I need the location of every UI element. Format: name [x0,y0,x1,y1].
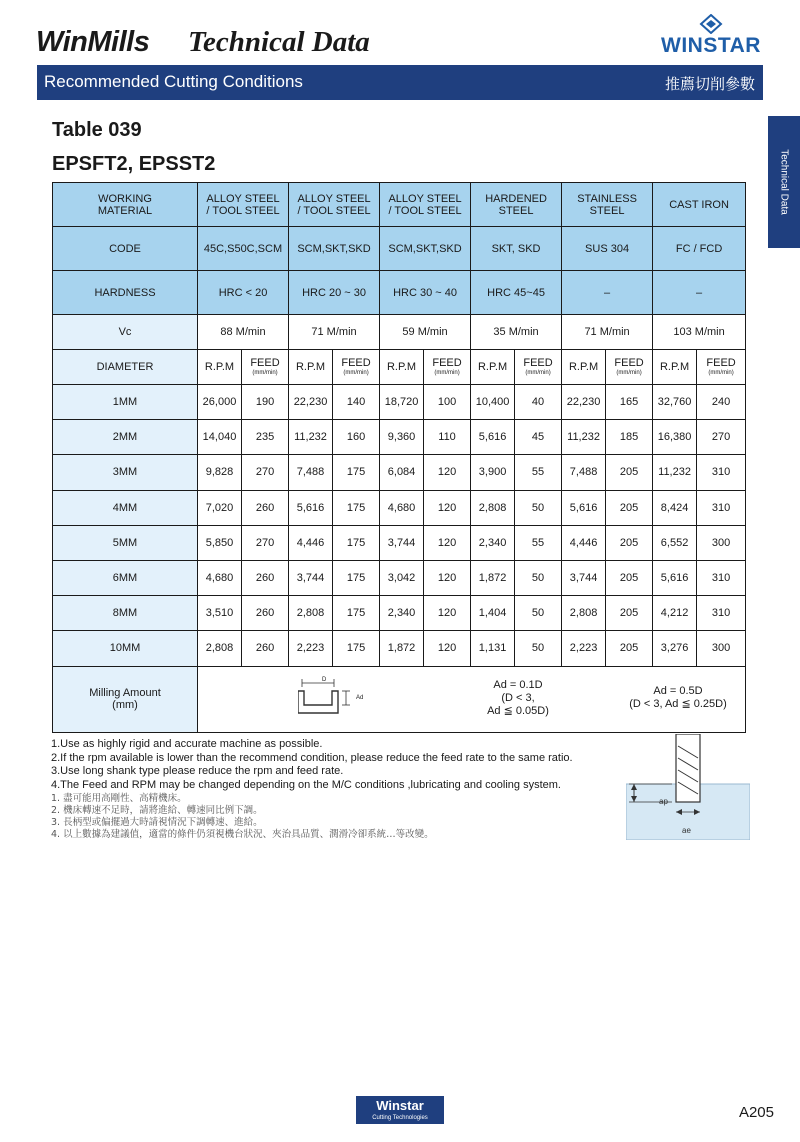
feed-cell: 185 [606,420,653,455]
ap-label: ap [659,797,668,806]
feed-cell: 310 [697,560,746,595]
table-row [53,385,746,420]
feed-cell: 310 [697,596,746,631]
rpm-cell: 5,616 [289,490,333,525]
feed-cell: 270 [242,455,289,490]
vc-cell: 35 M/min [471,315,562,350]
feed-cell: 100 [424,385,471,420]
table-row [53,560,746,595]
footer-logo [356,1096,444,1124]
rpm-cell: 2,808 [198,631,242,666]
feed-cell: 260 [242,596,289,631]
feed-cell: 140 [333,385,380,420]
feed-cell: 310 [697,490,746,525]
table-row [53,490,746,525]
code-label: CODE [53,227,198,271]
material-cell: HARDENED STEEL [471,183,562,227]
rpm-cell: 26,000 [198,385,242,420]
rpm-header: R.P.M [653,350,697,385]
vc-cell: 103 M/min [653,315,746,350]
hardness-cell: HRC < 20 [198,271,289,315]
feed-cell: 205 [606,560,653,595]
feed-header [606,350,653,385]
feed-cell: 260 [242,490,289,525]
feed-cell: 270 [242,525,289,560]
diameter-label: DIAMETER [53,350,198,385]
document-title: Technical Data [188,26,370,58]
feed-cell: 190 [242,385,289,420]
rpm-cell: 22,230 [289,385,333,420]
milling-amount-row [53,666,746,732]
vc-row [53,315,746,350]
logo-text: WINSTAR [661,34,761,57]
rpm-cell: 1,131 [471,631,515,666]
diameter-cell: 8MM [53,596,198,631]
end-mill-figure [626,734,750,840]
banner-title: Recommended Cutting Conditions [44,72,303,91]
material-label: WORKING MATERIAL [53,183,198,227]
rpm-cell: 2,808 [471,490,515,525]
rpm-cell: 16,380 [653,420,697,455]
rpm-cell: 11,232 [289,420,333,455]
rpm-cell: 4,446 [289,525,333,560]
feed-cell: 175 [333,631,380,666]
feed-cell: 45 [515,420,562,455]
milling-condition-secondary: Ad = 0.5D (D < 3, Ad ≦ 0.25D) [629,684,727,710]
vc-cell: 71 M/min [289,315,380,350]
feed-cell: 270 [697,420,746,455]
rpm-cell: 2,340 [471,525,515,560]
brand-name: WinMills [36,26,150,58]
feed-cell: 165 [606,385,653,420]
feed-cell: 205 [606,525,653,560]
rpm-cell: 7,488 [289,455,333,490]
milling-amount-cell [198,666,746,732]
feed-cell: 260 [242,631,289,666]
rpm-header: R.P.M [380,350,424,385]
rpm-cell: 32,760 [653,385,697,420]
rpm-cell: 9,828 [198,455,242,490]
code-row [53,227,746,271]
feed-cell: 175 [333,560,380,595]
hardness-cell: HRC 45~45 [471,271,562,315]
table-row [53,525,746,560]
feed-unit: (mm/min) [434,370,460,376]
page-number: A205 [738,1104,774,1121]
note-line: 4.The Feed and RPM may be changed depending on the M/C conditions ,lubricating and cooling system. [51,778,561,791]
hardness-cell: – [653,271,746,315]
rpm-cell: 3,744 [562,560,606,595]
rpm-header: R.P.M [562,350,606,385]
diameter-cell: 1MM [53,385,198,420]
feed-header [697,350,746,385]
code-cell: SKT, SKD [471,227,562,271]
diameter-cell: 5MM [53,525,198,560]
feed-cell: 120 [424,525,471,560]
feed-cell: 300 [697,525,746,560]
diameter-cell: 10MM [53,631,198,666]
feed-cell: 160 [333,420,380,455]
rpm-cell: 22,230 [562,385,606,420]
feed-cell: 120 [424,490,471,525]
feed-cell: 300 [697,631,746,666]
rpm-cell: 6,084 [380,455,424,490]
slot-diagram [298,677,358,717]
section-banner [37,65,763,100]
feed-header [515,350,562,385]
note-line-zh: 2. 機床轉速不足時，請將進給、轉速同比例下調。 [51,805,263,816]
diameter-cell: 6MM [53,560,198,595]
feed-cell: 240 [697,385,746,420]
hardness-row [53,271,746,315]
hardness-cell: HRC 30 ~ 40 [380,271,471,315]
code-cell: SUS 304 [562,227,653,271]
note-line-zh: 3. 長柄型或偏擺過大時請視情況下調轉速、進給。 [51,817,263,828]
banner-title-zh: 推薦切削參數 [664,75,755,93]
material-cell: ALLOY STEEL / TOOL STEEL [289,183,380,227]
rpm-header: R.P.M [471,350,515,385]
vc-cell: 88 M/min [198,315,289,350]
feed-unit: (mm/min) [525,370,551,376]
rpm-cell: 1,872 [471,560,515,595]
rpm-cell: 3,042 [380,560,424,595]
cutting-conditions-table [52,182,746,733]
feed-label: FEED [432,357,462,369]
rpm-header: R.P.M [289,350,333,385]
feed-cell: 235 [242,420,289,455]
rpm-cell: 2,223 [289,631,333,666]
note-line-zh: 4. 以上數據為建議值，適當的條件仍須視機台狀況、夾治具品質、潤滑冷卻系統…等改變。 [51,829,434,840]
diameter-cell: 3MM [53,455,198,490]
rpm-cell: 3,744 [380,525,424,560]
material-cell: CAST IRON [653,183,746,227]
rpm-cell: 5,616 [653,560,697,595]
table-row [53,420,746,455]
note-line: 3.Use long shank type please reduce the rpm and feed rate. [51,765,344,777]
feed-cell: 50 [515,490,562,525]
feed-cell: 120 [424,631,471,666]
material-cell: STAINLESS STEEL [562,183,653,227]
rpm-cell: 10,400 [471,385,515,420]
rpm-cell: 1,872 [380,631,424,666]
feed-cell: 120 [424,596,471,631]
rpm-cell: 14,040 [198,420,242,455]
rpm-cell: 4,680 [380,490,424,525]
vc-label: Vc [53,315,198,350]
rpm-cell: 2,808 [562,596,606,631]
rpm-cell: 4,680 [198,560,242,595]
hardness-label: HARDNESS [53,271,198,315]
table-number: Table 039 [52,119,142,141]
feed-cell: 50 [515,596,562,631]
feed-cell: 120 [424,455,471,490]
material-cell: ALLOY STEEL / TOOL STEEL [380,183,471,227]
feed-cell: 205 [606,455,653,490]
rpm-cell: 1,404 [471,596,515,631]
feed-cell: 175 [333,455,380,490]
diameter-row [53,350,746,385]
feed-label: FEED [614,357,644,369]
feed-unit: (mm/min) [252,370,278,376]
feed-cell: 55 [515,525,562,560]
table-row [53,596,746,631]
feed-cell: 40 [515,385,562,420]
model-names: EPSFT2, EPSST2 [52,153,216,175]
feed-cell: 205 [606,631,653,666]
footer-logo-text: Winstar [376,1098,424,1113]
code-cell: FC / FCD [653,227,746,271]
feed-unit: (mm/min) [708,370,734,376]
ae-label: ae [682,826,691,835]
rpm-cell: 11,232 [562,420,606,455]
feed-cell: 260 [242,560,289,595]
vc-cell: 59 M/min [380,315,471,350]
slot-d-label: D [322,676,327,683]
rpm-cell: 3,900 [471,455,515,490]
feed-label: FEED [341,357,371,369]
hardness-cell: HRC 20 ~ 30 [289,271,380,315]
side-tab-label: Technical Data [778,149,790,215]
diameter-cell: 2MM [53,420,198,455]
rpm-header: R.P.M [198,350,242,385]
milling-amount-label: Milling Amount (mm) [53,666,198,732]
feed-label: FEED [523,357,553,369]
feed-cell: 310 [697,455,746,490]
rpm-cell: 11,232 [653,455,697,490]
feed-unit: (mm/min) [343,370,369,376]
rpm-cell: 2,808 [289,596,333,631]
feed-cell: 50 [515,560,562,595]
code-cell: 45C,S50C,SCM [198,227,289,271]
rpm-cell: 18,720 [380,385,424,420]
feed-cell: 175 [333,490,380,525]
hardness-cell: – [562,271,653,315]
rpm-cell: 9,360 [380,420,424,455]
rpm-cell: 7,020 [198,490,242,525]
feed-header [242,350,289,385]
notes-chinese [51,793,434,841]
rpm-cell: 3,510 [198,596,242,631]
code-cell: SCM,SKT,SKD [289,227,380,271]
rpm-cell: 2,340 [380,596,424,631]
rpm-cell: 5,850 [198,525,242,560]
note-line: 2.If the rpm available is lower than the recommend condition, please reduce the feed rate to the same ratio. [51,751,573,764]
feed-cell: 205 [606,490,653,525]
feed-cell: 55 [515,455,562,490]
rpm-cell: 2,223 [562,631,606,666]
rpm-cell: 6,552 [653,525,697,560]
rpm-cell: 3,276 [653,631,697,666]
rpm-cell: 4,212 [653,596,697,631]
material-row [53,183,746,227]
feed-header [424,350,471,385]
feed-cell: 175 [333,596,380,631]
rpm-cell: 7,488 [562,455,606,490]
feed-cell: 120 [424,560,471,595]
feed-header [333,350,380,385]
rpm-cell: 3,744 [289,560,333,595]
diameter-cell: 4MM [53,490,198,525]
winstar-logo [658,14,764,56]
rpm-cell: 8,424 [653,490,697,525]
material-cell: ALLOY STEEL / TOOL STEEL [198,183,289,227]
rpm-cell: 5,616 [562,490,606,525]
feed-label: FEED [250,357,280,369]
footer-tagline: Cutting Technologies [372,1115,428,1121]
table-row [53,455,746,490]
feed-label: FEED [706,357,736,369]
notes-english [51,738,573,792]
table-row [53,631,746,666]
feed-cell: 175 [333,525,380,560]
rpm-cell: 5,616 [471,420,515,455]
side-tab-technical-data[interactable] [768,116,800,248]
logo-diamond-icon [699,14,723,34]
note-line: 1.Use as highly rigid and accurate machine as possible. [51,738,323,750]
feed-cell: 110 [424,420,471,455]
rpm-cell: 4,446 [562,525,606,560]
milling-condition-primary: Ad = 0.1D (D < 3, Ad ≦ 0.05D) [487,678,549,717]
note-line-zh: 1. 盡可能用高剛性、高精機床。 [51,793,187,804]
feed-cell: 50 [515,631,562,666]
feed-unit: (mm/min) [616,370,642,376]
feed-cell: 205 [606,596,653,631]
vc-cell: 71 M/min [562,315,653,350]
code-cell: SCM,SKT,SKD [380,227,471,271]
slot-ad-label: Ad [356,694,364,701]
